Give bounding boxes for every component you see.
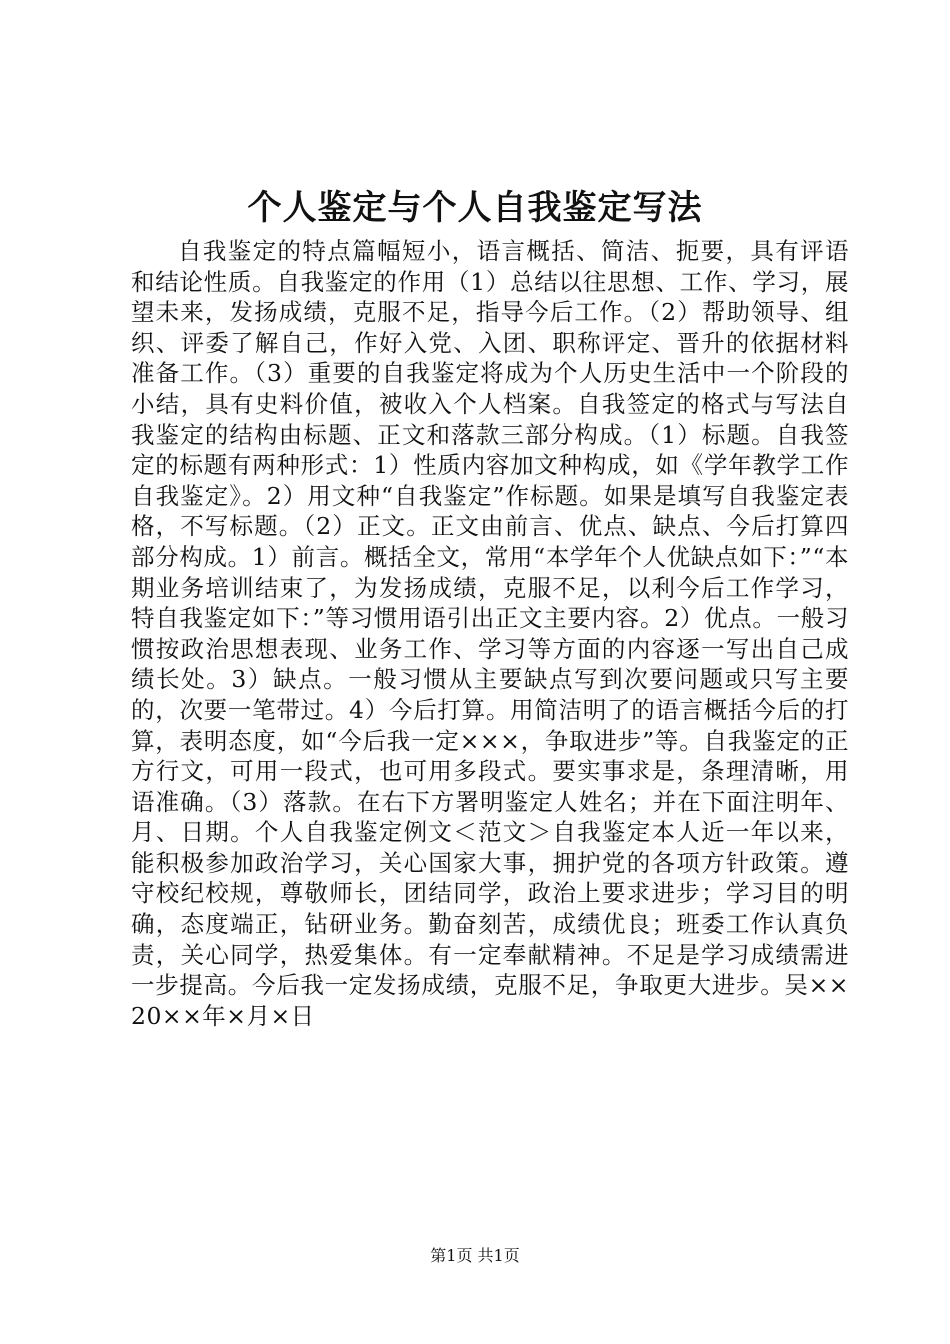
page-footer: 第1页 共1页	[430, 1246, 520, 1265]
document-body: 自我鉴定的特点篇幅短小，语言概括、简洁、扼要，具有评语和结论性质。自我鉴定的作用（1）总结以往思想、工作、学习，展望未来，发扬成绩，克服不足，指导今后工作。（2）帮助领导、组织、评委了解自己，作好入党、入团、职称评定、晋升的依据材料准备工作。（3）重要的自我鉴定将成为个人历史生活中一个阶段的小结，具有史料价值，被收入个人档案。自我签定的格式与写法自我鉴定的结构由标题、正文和落款三部分构成。（1）标题。自我签定的标题有两种形式：1）性质内容加文种构成，如《学年教学工作自我鉴定》。2）用文种“自我鉴定”作标题。如果是填写自我鉴定表格，不写标题。（2）正文。正文由前言、优点、缺点、今后打算四部分构成。1）前言。概括全文，常用“本学年个人优缺点如下：”“本期业务培训结束了，为发扬成绩，克服不足，以利今后工作学习，特自我鉴定如下：”等习惯用语引出正文主要内容。2）优点。一般习惯按政治思想表现、业务工作、学习等方面的内容逐一写出自己成绩长处。3）缺点。一般习惯从主要缺点写到次要问题或只写主要的，次要一笔带过。4）今后打算。用简洁明了的语言概括今后的打算，表明态度，如“今后我一定×××，争取进步”等。自我鉴定的正方行文，可用一段式，也可用多段式。要实事求是，条理清晰，用语准确。（3）落款。在右下方署明鉴定人姓名；并在下面注明年、月、日期。个人自我鉴定例文＜范文＞自我鉴定本人近一年以来，能积极参加政治学习，关心国家大事，拥护党的各项方针政策。遵守校纪校规，尊敬师长，团结同学，政治上要求进步；学习目的明确，态度端正，钻研业务。勤奋刻苦，成绩优良；班委工作认真负责，关心同学，热爱集体。有一定奉献精神。不足是学习成绩需进一步提高。今后我一定发扬成绩，克服不足，争取更大进步。吴××20××年×月×日	[131, 237, 849, 1030]
document-title: 个人鉴定与个人自我鉴定写法	[247, 188, 703, 228]
